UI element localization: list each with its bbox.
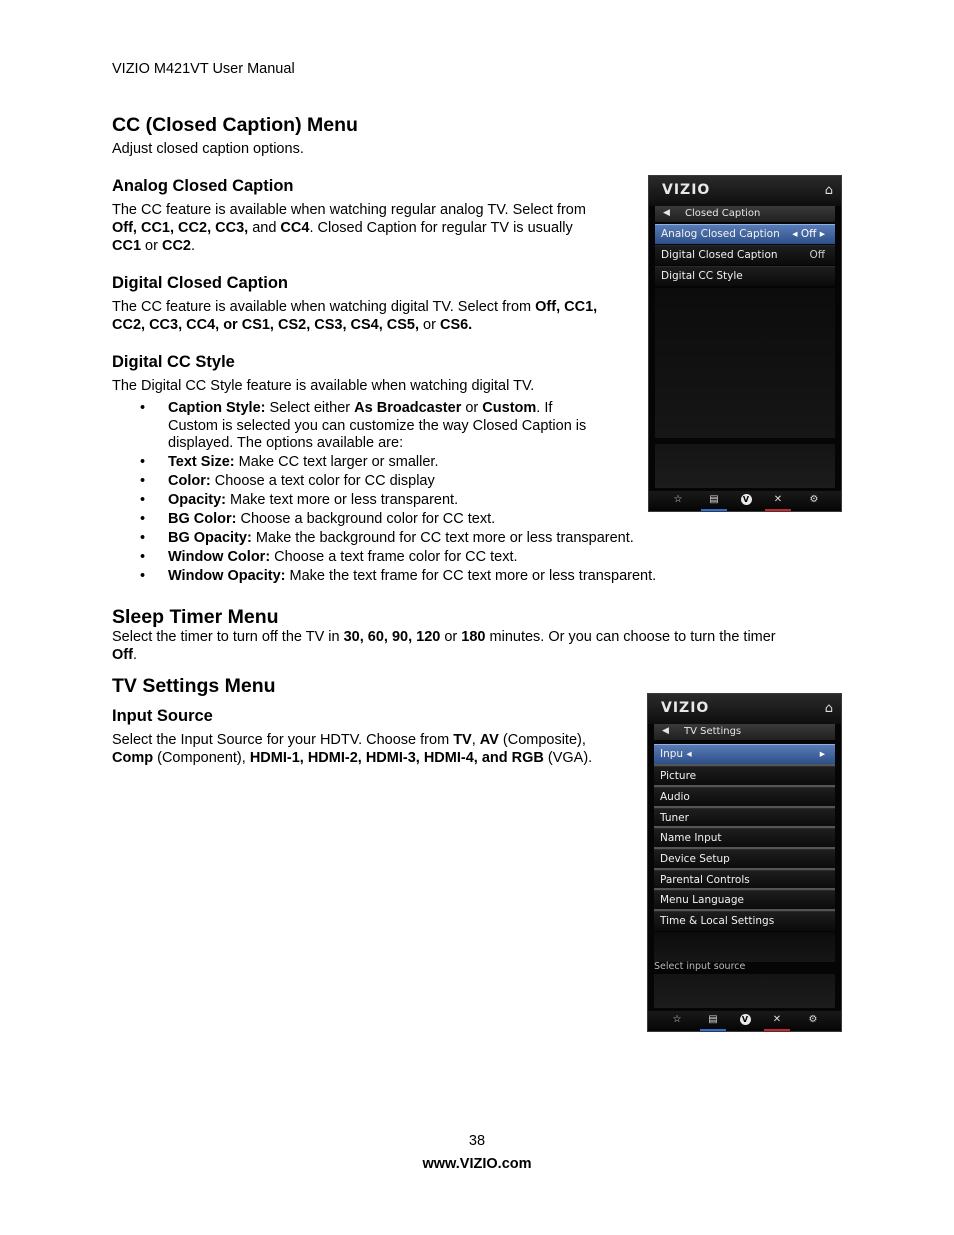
v-button-icon[interactable]: V — [732, 1014, 758, 1025]
option-value: Off — [809, 249, 825, 261]
cc-style-options-list — [112, 400, 656, 587]
menu-item-time-local-settings[interactable]: Time & Local Settings — [654, 911, 835, 931]
close-icon[interactable]: ✕ — [765, 494, 791, 505]
menu-hint-text: Select input source — [654, 961, 746, 972]
document-header: VIZIO M421VT User Manual — [112, 61, 295, 77]
menu-empty-area — [654, 932, 835, 962]
star-icon[interactable]: ☆ — [672, 1014, 682, 1025]
list-item: • Opacity: Make text more or less transparent. — [112, 492, 656, 510]
input-source-heading: Input Source — [112, 707, 213, 725]
menu-hint-area — [654, 974, 835, 1008]
tv-settings-menu-screenshot — [647, 693, 842, 1032]
close-icon[interactable]: ✕ — [764, 1014, 790, 1025]
tv-menu-bottombar — [648, 1011, 841, 1031]
star-icon[interactable]: ☆ — [673, 494, 683, 505]
tv-menu-topbar — [649, 176, 841, 206]
menu-item-digital-cc-style[interactable]: Digital CC Style — [655, 266, 835, 286]
tv-menu-bottombar — [649, 491, 841, 511]
input-source-paragraph: Select the Input Source for your HDTV. Choose from TV, AV (Composite), Comp (Component), HDMI-1, HDMI-2, HDMI-3, HDMI-4, and RGB (VGA). — [112, 732, 593, 766]
home-icon[interactable]: ⌂ — [824, 183, 833, 198]
cc-menu-intro: Adjust closed caption options. — [112, 141, 304, 157]
menu-item-parental-controls[interactable]: Parental Controls — [654, 870, 835, 890]
closed-caption-menu-screenshot — [648, 175, 842, 512]
menu-breadcrumb[interactable]: ◀ Closed Caption — [655, 206, 835, 222]
vizio-logo: VIZIO — [662, 182, 711, 198]
menu-icon[interactable]: ▤ — [700, 1014, 726, 1025]
analog-cc-paragraph: The CC feature is available when watching regular analog TV. Select from Off, CC1, CC2, CC3, and CC4. Closed Caption for regular TV is usually CC1 or CC2. — [112, 202, 586, 254]
page-number: 38 — [468, 1133, 486, 1149]
menu-breadcrumb[interactable]: ◀ TV Settings — [654, 724, 835, 740]
menu-item-device-setup[interactable]: Device Setup — [654, 849, 835, 869]
chevron-right-icon: ▸ — [819, 748, 825, 760]
list-item: • BG Opacity: Make the background for CC text more or less transparent. — [112, 530, 656, 548]
list-item: • Window Opacity: Make the text frame for CC text more or less transparent. — [112, 568, 656, 586]
menu-item-input[interactable]: Inpu ◂ ▸ — [654, 744, 835, 764]
v-button-icon[interactable]: V — [733, 494, 759, 505]
list-item: • Color: Choose a text color for CC display — [112, 473, 656, 491]
menu-item-audio[interactable]: Audio — [654, 787, 835, 807]
tv-menu-topbar — [648, 694, 841, 724]
menu-item-menu-language[interactable]: Menu Language — [654, 890, 835, 910]
digital-cc-heading: Digital Closed Caption — [112, 274, 289, 292]
menu-hint-area — [655, 444, 835, 488]
menu-item-picture[interactable]: Picture — [654, 766, 835, 786]
sleep-timer-paragraph: Select the timer to turn off the TV in 30, 60, 90, 120 or 180 minutes. Or you can choose to turn the timer Off. — [112, 629, 776, 663]
back-arrow-icon[interactable]: ◀ — [663, 208, 670, 218]
tv-settings-heading: TV Settings Menu — [112, 675, 276, 697]
cc-menu-heading: CC (Closed Caption) Menu — [112, 114, 358, 136]
vizio-logo: VIZIO — [661, 700, 710, 716]
option-value: ◂ Off ▸ — [792, 228, 825, 240]
list-item: • Caption Style: Select either As Broadcaster or Custom. If Custom is selected you can customize the way Closed Caption is displayed. The options available are: — [112, 400, 656, 453]
menu-item-name-input[interactable]: Name Input — [654, 828, 835, 848]
list-item: • Text Size: Make CC text larger or smaller. — [112, 454, 656, 472]
menu-empty-area — [655, 288, 835, 438]
menu-item-analog-closed-caption[interactable]: Analog Closed Caption ◂ Off ▸ — [655, 224, 835, 244]
gear-icon[interactable]: ⚙ — [808, 1014, 818, 1025]
menu-icon[interactable]: ▤ — [701, 494, 727, 505]
menu-item-tuner[interactable]: Tuner — [654, 808, 835, 828]
digital-cc-style-intro: The Digital CC Style feature is available when watching digital TV. — [112, 378, 535, 394]
sleep-timer-heading: Sleep Timer Menu — [112, 606, 279, 628]
menu-item-digital-closed-caption[interactable]: Digital Closed Caption Off — [655, 245, 835, 265]
gear-icon[interactable]: ⚙ — [809, 494, 819, 505]
list-item: • BG Color: Choose a background color for CC text. — [112, 511, 656, 529]
digital-cc-style-heading: Digital CC Style — [112, 353, 235, 371]
digital-cc-paragraph: The CC feature is available when watching digital TV. Select from Off, CC1, CC2, CC3, CC4, or CS1, CS2, CS3, CS4, CS5, or CS6. — [112, 299, 598, 333]
back-arrow-icon[interactable]: ◀ — [662, 726, 669, 736]
footer-url[interactable]: www.VIZIO.com — [422, 1156, 532, 1172]
analog-cc-heading: Analog Closed Caption — [112, 177, 294, 195]
list-item: • Window Color: Choose a text frame color for CC text. — [112, 549, 656, 567]
home-icon[interactable]: ⌂ — [824, 701, 833, 716]
